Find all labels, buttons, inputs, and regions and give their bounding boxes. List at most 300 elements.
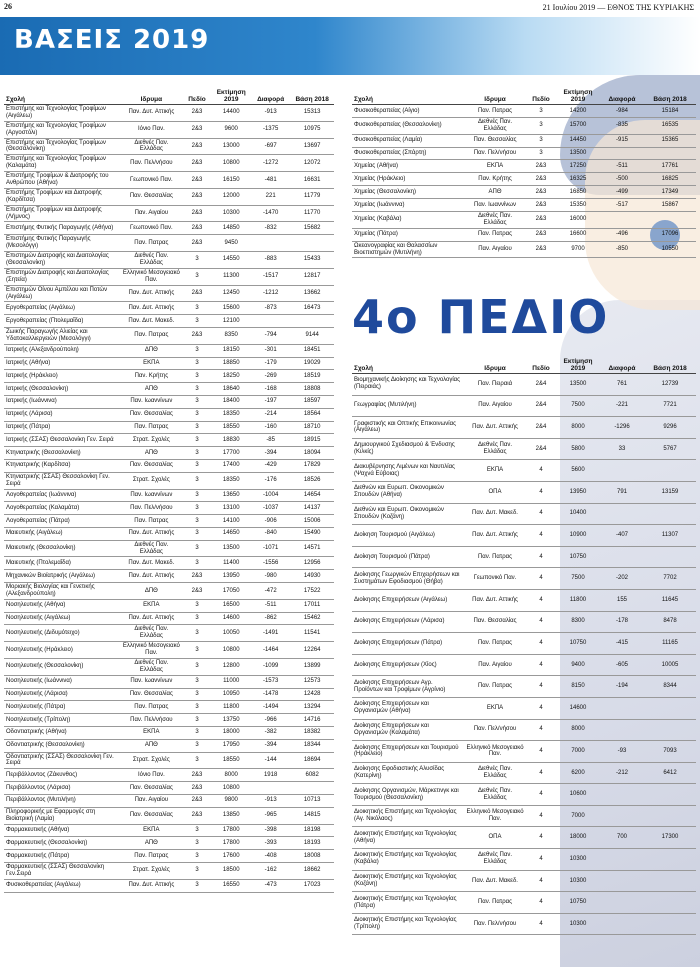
diff-cell: -394 bbox=[251, 447, 290, 460]
field-cell: 4 bbox=[526, 741, 556, 763]
school-cell: Διοίκηση Τουρισμού (Αιγάλεω) bbox=[352, 525, 464, 547]
estimate-cell: 8350 bbox=[212, 327, 251, 344]
school-cell: Διοίκηση Τουρισμού (Πάτρα) bbox=[352, 546, 464, 568]
estimate-cell: 10750 bbox=[556, 892, 600, 914]
field-cell: 3 bbox=[526, 134, 556, 147]
base-cell: 6412 bbox=[644, 762, 696, 784]
institution-cell: Παν. Πατρας bbox=[120, 421, 182, 434]
table-row bbox=[4, 675, 334, 688]
field-cell: 2&4 bbox=[526, 417, 556, 439]
table-row bbox=[352, 460, 696, 482]
table-row bbox=[4, 769, 334, 782]
diff-cell: 1918 bbox=[251, 769, 290, 782]
estimate-cell: 10050 bbox=[212, 625, 251, 642]
field-cell: 3 bbox=[182, 557, 211, 570]
table-row bbox=[4, 599, 334, 612]
field-cell: 4 bbox=[526, 697, 556, 719]
base-cell: 11307 bbox=[644, 525, 696, 547]
diff-cell: -605 bbox=[600, 654, 644, 676]
estimate-cell: 12800 bbox=[212, 659, 251, 676]
field-cell: 2&3 bbox=[182, 222, 211, 235]
field-cell: 2&3 bbox=[182, 570, 211, 583]
field-cell: 3 bbox=[526, 117, 556, 134]
institution-cell: Παν. Πατρας bbox=[120, 515, 182, 528]
field-cell: 2&3 bbox=[182, 105, 211, 122]
base-cell: 17349 bbox=[644, 186, 696, 199]
diff-cell: -1212 bbox=[251, 285, 290, 302]
table-row bbox=[352, 134, 696, 147]
estimate-cell: 17800 bbox=[212, 824, 251, 837]
school-cell: Διοίκησης Οργανισμών, Μάρκετινγκ και Τουρισμού (Θεσσαλονίκη) bbox=[352, 784, 464, 806]
diff-cell: -415 bbox=[600, 633, 644, 655]
diff-cell: -496 bbox=[600, 228, 644, 241]
col-diff: Διαφορά bbox=[251, 88, 290, 105]
table-row bbox=[352, 438, 696, 460]
institution-cell: ΕΚΠΑ bbox=[464, 160, 526, 173]
table-field4 bbox=[352, 357, 696, 935]
estimate-cell: 13500 bbox=[556, 374, 600, 396]
field-cell: 4 bbox=[526, 719, 556, 741]
diff-cell: -202 bbox=[600, 568, 644, 590]
table-left bbox=[4, 88, 334, 893]
diff-cell: -85 bbox=[251, 434, 290, 447]
estimate-cell: 10400 bbox=[556, 503, 600, 525]
table-row bbox=[4, 807, 334, 824]
diff-cell: -1071 bbox=[251, 540, 290, 557]
school-cell: Χημείας (Ηράκλειο) bbox=[352, 173, 464, 186]
base-cell bbox=[290, 235, 334, 252]
field-cell: 3 bbox=[182, 395, 211, 408]
base-cell: 18564 bbox=[290, 408, 334, 421]
base-cell bbox=[644, 805, 696, 827]
field-cell: 3 bbox=[182, 515, 211, 528]
school-cell: Λογοθεραπείας (Καλαμάτα) bbox=[4, 502, 120, 515]
institution-cell: Στρατ. Σχολές bbox=[120, 862, 182, 879]
base-cell: 18198 bbox=[290, 824, 334, 837]
school-cell: Επιστήμης Φυτικής Παραγωγής (Μεσολόγγι) bbox=[4, 235, 120, 252]
institution-cell: Παν. Θεσσαλίας bbox=[464, 611, 526, 633]
field-cell: 4 bbox=[526, 589, 556, 611]
institution-cell: Παν. Ιωαννίνων bbox=[120, 395, 182, 408]
field-cell: 4 bbox=[526, 503, 556, 525]
institution-cell: Παν. Πειραιά bbox=[464, 374, 526, 396]
field-cell: 2&4 bbox=[526, 438, 556, 460]
diff-cell: -835 bbox=[600, 117, 644, 134]
estimate-cell: 8150 bbox=[556, 676, 600, 698]
estimate-cell: 13100 bbox=[212, 502, 251, 515]
diff-cell: -168 bbox=[251, 383, 290, 396]
base-cell: 7093 bbox=[644, 741, 696, 763]
col-institution: Ιδρυμα bbox=[120, 88, 182, 105]
field-cell: 4 bbox=[526, 827, 556, 849]
base-cell: 18094 bbox=[290, 447, 334, 460]
base-cell: 11645 bbox=[644, 589, 696, 611]
table-row bbox=[4, 726, 334, 739]
table-row bbox=[4, 824, 334, 837]
estimate-cell: 18350 bbox=[212, 472, 251, 489]
school-cell: Κτηνιατρικής (Καρδίτσα) bbox=[4, 459, 120, 472]
field-cell: 3 bbox=[182, 824, 211, 837]
base-cell: 16535 bbox=[644, 117, 696, 134]
diff-cell bbox=[600, 870, 644, 892]
estimate-cell: 11400 bbox=[212, 557, 251, 570]
diff-cell: 33 bbox=[600, 438, 644, 460]
school-cell: Διεθνών και Ευρωπ. Οικονομικών Σπουδών (Αθήνα) bbox=[352, 481, 464, 503]
school-cell: Ιατρικής (Ιωάννινα) bbox=[4, 395, 120, 408]
school-cell: Φυσικοθεραπείας (Αίγιο) bbox=[352, 105, 464, 118]
institution-cell: Παν. Δυτ. Αττικής bbox=[120, 105, 182, 122]
institution-cell: ΔΠΘ bbox=[120, 583, 182, 600]
table-row bbox=[4, 714, 334, 727]
base-cell bbox=[644, 460, 696, 482]
diff-cell: -194 bbox=[600, 676, 644, 698]
estimate-cell: 10300 bbox=[556, 870, 600, 892]
field-cell: 3 bbox=[182, 625, 211, 642]
school-cell: Μοριακής Βιολογίας και Γενετικής (Αλεξανδρούπολη) bbox=[4, 583, 120, 600]
base-cell: 18662 bbox=[290, 862, 334, 879]
school-cell: Βιομηχανικής Διοίκησης και Τεχνολογίας (Πειραιάς) bbox=[352, 374, 464, 396]
school-cell: Επιστήμης Τροφίμων & Διατροφής του Ανθρώπου (Αθήνα) bbox=[4, 172, 120, 189]
table-right-top-body bbox=[352, 105, 696, 258]
field-cell: 3 bbox=[182, 675, 211, 688]
table-row bbox=[352, 827, 696, 849]
field-cell: 2&3 bbox=[182, 121, 211, 138]
estimate-cell: 8000 bbox=[212, 769, 251, 782]
field-cell: 2&3 bbox=[182, 807, 211, 824]
estimate-cell: 13950 bbox=[556, 481, 600, 503]
estimate-cell: 13650 bbox=[212, 489, 251, 502]
diff-cell bbox=[251, 315, 290, 328]
diff-cell: -906 bbox=[251, 515, 290, 528]
institution-cell: Παν. Δυτ. Μακεδ. bbox=[464, 870, 526, 892]
estimate-cell: 16150 bbox=[212, 172, 251, 189]
diff-cell bbox=[600, 546, 644, 568]
estimate-cell: 17950 bbox=[212, 739, 251, 752]
estimate-cell: 9600 bbox=[212, 121, 251, 138]
estimate-cell: 18150 bbox=[212, 344, 251, 357]
institution-cell: Στρατ. Σχολές bbox=[120, 752, 182, 769]
school-cell: Διοικητικής Επιστήμης και Τεχνολογίας (Πάτρα) bbox=[352, 892, 464, 914]
field-cell: 2&3 bbox=[182, 285, 211, 302]
base-cell: 15313 bbox=[290, 105, 334, 122]
school-cell: Επιστημών Οίνου Αμπέλου και Ποτών (Αιγάλεω) bbox=[4, 285, 120, 302]
base-cell: 18519 bbox=[290, 370, 334, 383]
institution-cell: Παν. Δυτ. Αττικής bbox=[120, 285, 182, 302]
table-row bbox=[352, 105, 696, 118]
school-cell: Διοίκησης Επιχειρήσεων (Πάτρα) bbox=[352, 633, 464, 655]
base-cell: 12428 bbox=[290, 688, 334, 701]
field-cell: 4 bbox=[526, 762, 556, 784]
base-cell: 18694 bbox=[290, 752, 334, 769]
estimate-cell: 18250 bbox=[212, 370, 251, 383]
estimate-cell: 14650 bbox=[212, 527, 251, 540]
table-row bbox=[4, 527, 334, 540]
institution-cell: Παν. Ιωαννίνων bbox=[120, 489, 182, 502]
table-row bbox=[4, 850, 334, 863]
field-cell: 2&3 bbox=[182, 769, 211, 782]
institution-cell: Διεθνές Παν. Ελλάδας bbox=[464, 762, 526, 784]
field-cell: 3 bbox=[182, 714, 211, 727]
base-cell: 17522 bbox=[290, 583, 334, 600]
estimate-cell: 10300 bbox=[556, 913, 600, 935]
estimate-cell: 14100 bbox=[212, 515, 251, 528]
table-row bbox=[4, 138, 334, 155]
base-cell: 11541 bbox=[290, 625, 334, 642]
diff-cell: -913 bbox=[251, 105, 290, 122]
col-field: Πεδίο bbox=[526, 88, 556, 105]
diff-cell: -1494 bbox=[251, 701, 290, 714]
table-row bbox=[352, 481, 696, 503]
school-cell: Νοσηλευτικής (Λάρισα) bbox=[4, 688, 120, 701]
field-cell: 3 bbox=[182, 540, 211, 557]
estimate-cell: 16550 bbox=[212, 879, 251, 892]
school-cell: Διοίκησης Επιχειρήσεων Αγρ. Προϊόντων και Τροφίμων (Αγρίνιο) bbox=[352, 676, 464, 698]
table-row bbox=[352, 762, 696, 784]
diff-cell bbox=[600, 805, 644, 827]
diff-cell: -840 bbox=[251, 527, 290, 540]
base-cell: 13159 bbox=[644, 481, 696, 503]
field-cell: 3 bbox=[182, 383, 211, 396]
school-cell: Χημείας (Πάτρα) bbox=[352, 228, 464, 241]
diff-cell bbox=[600, 212, 644, 229]
institution-cell: Παν. Αιγαίου bbox=[464, 395, 526, 417]
field-cell: 4 bbox=[526, 892, 556, 914]
table-row bbox=[4, 252, 334, 269]
estimate-cell: 18000 bbox=[212, 726, 251, 739]
diff-cell: -93 bbox=[600, 741, 644, 763]
field-cell: 3 bbox=[182, 642, 211, 659]
table-row bbox=[352, 654, 696, 676]
base-cell: 14571 bbox=[290, 540, 334, 557]
table-row bbox=[4, 155, 334, 172]
school-cell: Γεωγραφίας (Μυτιλήνη) bbox=[352, 395, 464, 417]
field-cell: 4 bbox=[526, 525, 556, 547]
institution-cell: ΑΠΘ bbox=[464, 186, 526, 199]
estimate-cell: 10800 bbox=[212, 642, 251, 659]
col-diff: Διαφορά bbox=[600, 88, 644, 105]
base-cell: 12817 bbox=[290, 268, 334, 285]
base-cell: 15006 bbox=[290, 515, 334, 528]
table-row bbox=[4, 344, 334, 357]
base-cell: 16631 bbox=[290, 172, 334, 189]
base-cell: 16473 bbox=[290, 302, 334, 315]
school-cell: Εργοθεραπείας (Αιγάλεω) bbox=[4, 302, 120, 315]
base-cell: 10005 bbox=[644, 654, 696, 676]
table-row bbox=[4, 188, 334, 205]
field-cell: 3 bbox=[182, 837, 211, 850]
base-cell: 17011 bbox=[290, 599, 334, 612]
estimate-cell: 12100 bbox=[212, 315, 251, 328]
diff-cell: -481 bbox=[251, 172, 290, 189]
field-cell: 2&3 bbox=[182, 188, 211, 205]
base-cell: 18008 bbox=[290, 850, 334, 863]
estimate-cell: 9400 bbox=[556, 654, 600, 676]
base-cell bbox=[644, 719, 696, 741]
base-cell: 13697 bbox=[290, 138, 334, 155]
estimate-cell: 18400 bbox=[212, 395, 251, 408]
estimate-cell: 15700 bbox=[556, 117, 600, 134]
col-institution: Ιδρυμα bbox=[464, 88, 526, 105]
diff-cell: -915 bbox=[600, 134, 644, 147]
diff-cell bbox=[600, 697, 644, 719]
institution-cell: Ελληνικό Μεσογειακό Παν. bbox=[120, 268, 182, 285]
field-cell: 3 bbox=[182, 659, 211, 676]
school-cell: Επιστήμης και Τεχνολογίας Τροφίμων (Καλαμάτα) bbox=[4, 155, 120, 172]
estimate-cell: 13850 bbox=[212, 807, 251, 824]
school-cell: Διοικητικής Επιστήμης και Τεχνολογίας (Αγ. Νικόλαος) bbox=[352, 805, 464, 827]
table-row bbox=[4, 642, 334, 659]
base-cell: 7702 bbox=[644, 568, 696, 590]
table-row bbox=[352, 186, 696, 199]
field-cell: 4 bbox=[526, 784, 556, 806]
school-cell: Δημιουργικού Σχεδιασμού & Ένδυσης (Κιλκίς) bbox=[352, 438, 464, 460]
diff-cell: -269 bbox=[251, 370, 290, 383]
school-cell: Οδοντιατρικής (Θεσσαλονίκη) bbox=[4, 739, 120, 752]
school-cell: Επιστήμης και Τεχνολογίας Τροφίμων (Αιγάλεω) bbox=[4, 105, 120, 122]
school-cell: Διοίκησης Επιχειρήσεων (Χίος) bbox=[352, 654, 464, 676]
school-cell: Επιστήμης και Τεχνολογίας Τροφίμων (Θεσσαλονίκη) bbox=[4, 138, 120, 155]
estimate-cell: 18640 bbox=[212, 383, 251, 396]
base-cell: 11770 bbox=[290, 205, 334, 222]
table-row bbox=[4, 383, 334, 396]
institution-cell: ΔΠΘ bbox=[120, 344, 182, 357]
field-cell: 3 bbox=[182, 752, 211, 769]
base-cell: 18344 bbox=[290, 739, 334, 752]
institution-cell: ΑΠΘ bbox=[120, 383, 182, 396]
institution-cell: Διεθνές Παν. Ελλάδας bbox=[464, 849, 526, 871]
diff-cell: -1099 bbox=[251, 659, 290, 676]
diff-cell: -212 bbox=[600, 762, 644, 784]
table-row bbox=[352, 228, 696, 241]
school-cell: Διοίκησης Επιχειρήσεων και Οργανισμών (Αθήνα) bbox=[352, 697, 464, 719]
table-row bbox=[4, 205, 334, 222]
base-cell: 18597 bbox=[290, 395, 334, 408]
institution-cell: Διεθνές Παν. Ελλάδας bbox=[464, 438, 526, 460]
field-cell: 3 bbox=[182, 879, 211, 892]
estimate-cell: 14450 bbox=[556, 134, 600, 147]
school-cell: Ιατρικής (Πάτρα) bbox=[4, 421, 120, 434]
estimate-cell: 13750 bbox=[212, 714, 251, 727]
field-cell: 3 bbox=[182, 268, 211, 285]
school-cell: Επιστήμης Φυτικής Παραγωγής (Αθήνα) bbox=[4, 222, 120, 235]
table-row bbox=[352, 784, 696, 806]
field-cell: 2&3 bbox=[182, 583, 211, 600]
table-row bbox=[4, 739, 334, 752]
table-row bbox=[4, 659, 334, 676]
base-cell: 15867 bbox=[644, 199, 696, 212]
school-cell: Επιστήμης Τροφίμων και Διατροφής (Καρδίτσα) bbox=[4, 188, 120, 205]
table-row bbox=[4, 701, 334, 714]
table-row bbox=[352, 212, 696, 229]
col-field: Πεδίο bbox=[526, 357, 556, 374]
school-cell: Νοσηλευτικής (Διδυμότειχο) bbox=[4, 625, 120, 642]
institution-cell: Γεωπονικό Παν. bbox=[120, 172, 182, 189]
school-cell: Οδοντιατρικής (ΣΣΑΣ) Θεσσαλονίκη Γεν. Σειρά bbox=[4, 752, 120, 769]
diff-cell: -862 bbox=[251, 612, 290, 625]
diff-cell: -832 bbox=[251, 222, 290, 235]
estimate-cell: 16000 bbox=[556, 212, 600, 229]
estimate-cell: 9800 bbox=[212, 794, 251, 807]
diff-cell bbox=[600, 849, 644, 871]
school-cell: Διοίκησης Επιχειρήσεων (Λάρισα) bbox=[352, 611, 464, 633]
diff-cell: -500 bbox=[600, 173, 644, 186]
diff-cell: -160 bbox=[251, 421, 290, 434]
estimate-cell: 13500 bbox=[212, 540, 251, 557]
institution-cell: Στρατ. Σχολές bbox=[120, 434, 182, 447]
diff-cell: -966 bbox=[251, 714, 290, 727]
field-cell: 2&3 bbox=[182, 794, 211, 807]
field-cell: 3 bbox=[182, 850, 211, 863]
table-row bbox=[4, 502, 334, 515]
diff-cell: -499 bbox=[600, 186, 644, 199]
field-cell: 2&3 bbox=[526, 212, 556, 229]
table-row bbox=[352, 374, 696, 396]
base-cell: 12264 bbox=[290, 642, 334, 659]
institution-cell: Παν. Κρήτης bbox=[120, 370, 182, 383]
table-row bbox=[4, 782, 334, 795]
diff-cell bbox=[600, 892, 644, 914]
estimate-cell: 8000 bbox=[556, 417, 600, 439]
school-cell: Διοίκησης Γεωργικών Επιχειρήσεων και Συστημάτων Εφοδιασμού (Θήβα) bbox=[352, 568, 464, 590]
institution-cell: Παν. Δυτ. Αττικής bbox=[120, 570, 182, 583]
base-cell: 10975 bbox=[290, 121, 334, 138]
base-cell: 18382 bbox=[290, 726, 334, 739]
diff-cell: -176 bbox=[251, 472, 290, 489]
diff-cell: -382 bbox=[251, 726, 290, 739]
col-school: Σχολή bbox=[4, 88, 120, 105]
base-cell: 18808 bbox=[290, 383, 334, 396]
institution-cell: Παν. Πελ/νήσου bbox=[464, 147, 526, 160]
diff-cell: -913 bbox=[251, 794, 290, 807]
field-cell: 3 bbox=[182, 489, 211, 502]
diff-cell: -1272 bbox=[251, 155, 290, 172]
diff-cell: -984 bbox=[600, 105, 644, 118]
diff-cell: -1573 bbox=[251, 675, 290, 688]
base-cell bbox=[644, 147, 696, 160]
table-row bbox=[352, 892, 696, 914]
institution-cell: ΕΚΠΑ bbox=[464, 697, 526, 719]
school-cell: Γραφιστικής και Οπτικής Επικοινωνίας (Αιγάλεω) bbox=[352, 417, 464, 439]
estimate-cell: 10800 bbox=[212, 782, 251, 795]
table-row bbox=[352, 849, 696, 871]
estimate-cell: 16500 bbox=[212, 599, 251, 612]
table-row bbox=[352, 117, 696, 134]
institution-cell: ΑΠΘ bbox=[120, 837, 182, 850]
estimate-cell: 5600 bbox=[556, 460, 600, 482]
estimate-cell: 18550 bbox=[212, 752, 251, 769]
school-cell: Διοικητικής Επιστήμης και Τεχνολογίας (Αθήνα) bbox=[352, 827, 464, 849]
field-cell: 3 bbox=[526, 105, 556, 118]
field-cell: 2&3 bbox=[526, 186, 556, 199]
diff-cell: -1478 bbox=[251, 688, 290, 701]
institution-cell: ΕΚΠΑ bbox=[120, 726, 182, 739]
school-cell: Διακυβέρνησης Λιμένων και Ναυτιλίας (Ψαχνά Εύβοιας) bbox=[352, 460, 464, 482]
estimate-cell: 10900 bbox=[556, 525, 600, 547]
estimate-cell: 7500 bbox=[556, 568, 600, 590]
field-cell: 2&3 bbox=[526, 173, 556, 186]
col-institution: Ιδρυμα bbox=[464, 357, 526, 374]
estimate-cell: 18850 bbox=[212, 357, 251, 370]
institution-cell: Διεθνές Παν. Ελλάδας bbox=[464, 784, 526, 806]
estimate-cell: 18550 bbox=[212, 421, 251, 434]
school-cell: Ιατρικής (Θεσσαλονίκη) bbox=[4, 383, 120, 396]
table-field4-body bbox=[352, 374, 696, 935]
table-row bbox=[352, 719, 696, 741]
table-left-body bbox=[4, 105, 334, 893]
field-cell: 2&3 bbox=[182, 205, 211, 222]
table-row bbox=[352, 568, 696, 590]
estimate-cell: 10600 bbox=[556, 784, 600, 806]
